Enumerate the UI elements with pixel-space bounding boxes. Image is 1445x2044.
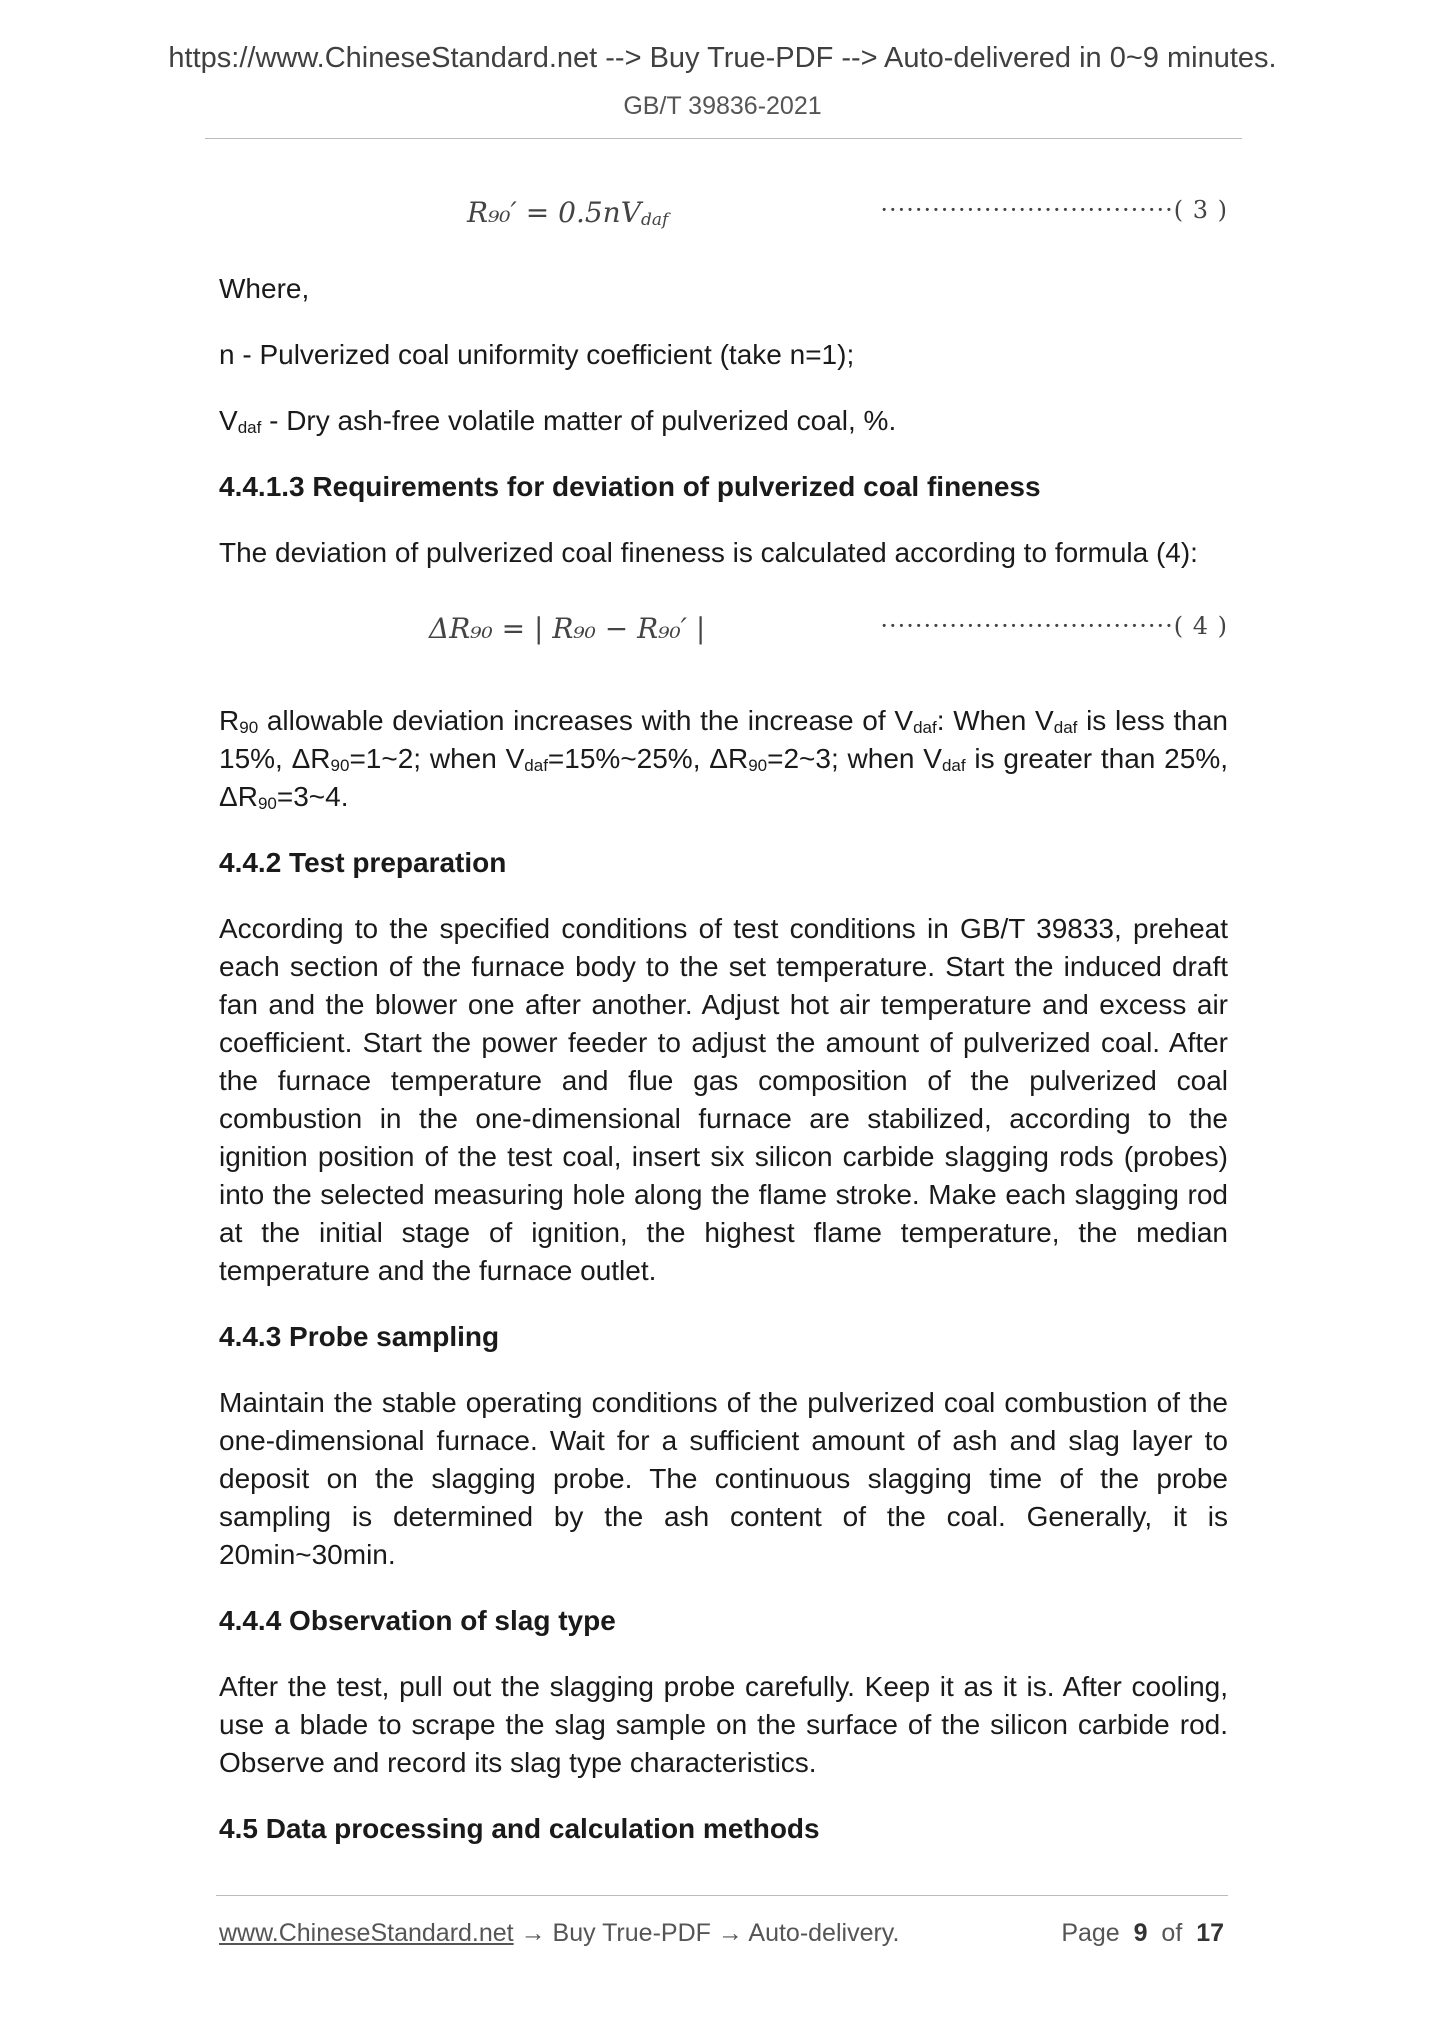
page-number: 9: [1133, 1919, 1148, 1947]
formula-3-expression: $R_{90}' = 0.5nV_{daf}$: [467, 196, 669, 230]
formula-3-number: ··································( 3 ): [880, 196, 1228, 224]
heading-4-4-1-3: 4.4.1.3 Requirements for deviation of pulverized coal fineness: [219, 471, 1041, 502]
test-preparation-text: According to the specified conditions of test conditions in GB/T 39833, preheat each section of the furnace body to the set temperature. Start the induced draft fan and the blower one after another. Adjust hot air temperature and excess air coefficient. Start the power feeder to adjust the amount of pulverized coal. After the furnace temperature and flue gas composition of the pulverized coal combustion in the one-dimensional furnace are stabilized, according to the ignition position of the test coal, insert six silicon carbide slagging rods (probes) into the selected measuring hole along the flame stroke. Make each slagging rod at the initial stage of ignition, the highest flame temperature, the median temperature and the furnace outlet.: [219, 913, 1228, 1286]
where-label: Where,: [219, 273, 310, 304]
header-banner: https://www.ChineseStandard.net --> Buy True-PDF --> Auto-delivered in 0~9 minutes.: [168, 42, 1277, 74]
formula-4-number: ··································( 4 ): [880, 612, 1228, 640]
document-id: GB/T 39836-2021: [623, 92, 822, 120]
page-total: 17: [1196, 1919, 1224, 1947]
footer-site-link[interactable]: www.ChineseStandard.net: [219, 1919, 514, 1947]
heading-4-4-4: 4.4.4 Observation of slag type: [219, 1605, 616, 1636]
formula-4-intro: The deviation of pulverized coal fineness is calculated according to formula (4):: [219, 537, 1198, 568]
heading-4-4-2: 4.4.2 Test preparation: [219, 847, 507, 878]
footer: [219, 1919, 1228, 1948]
probe-sampling-text: Maintain the stable operating conditions of the pulverized coal combustion of the one-dimensional furnace. Wait for a sufficient amount of ash and slag layer to deposit on the slagging probe. The continuous slagging time of the probe sampling is determined by the ash content of the coal. Generally, it is 20min~30min.: [219, 1387, 1228, 1570]
heading-4-4-3: 4.4.3 Probe sampling: [219, 1321, 500, 1352]
definition-vdaf: $V_{daf}$ - Dry ash-free volatile matter of pulverized coal, %.: [219, 405, 897, 437]
formula-3: [219, 188, 1228, 248]
slag-observation-text: After the test, pull out the slagging probe carefully. Keep it as it is. After cooling, use a blade to scrape the slag sample on the surface of the silicon carbide rod. Observe and record its slag type characteristics.: [219, 1671, 1228, 1778]
footer-tagline: → Buy True-PDF → Auto-delivery.: [513, 1919, 900, 1947]
header-divider: [205, 138, 1242, 139]
heading-4-5: 4.5 Data processing and calculation methods: [219, 1813, 820, 1844]
page-indicator: Page 9 of 17: [1061, 1919, 1224, 1947]
deviation-paragraph: $R_{90}$ allowable deviation increases with the increase of $V_{daf}$: When $V_{daf}$ is less than 15%, $\Delta R_{90}=1\sim 2$; when $V_{daf}=15\%\sim 25\%$, $\Delta R_{90}=2\sim 3$; when $V_{daf}$ is greater than 25%, $\Delta R_{90}=3\sim 4$.: [219, 705, 1229, 813]
formula-4: [219, 612, 1228, 664]
definition-n: n - Pulverized coal uniformity coefficient (take n=1);: [219, 339, 855, 370]
formula-4-expression: ΔR₉₀ = | R₉₀ − R₉₀′ |: [429, 612, 706, 645]
document-body: [219, 270, 1228, 1848]
footer-divider: [216, 1895, 1228, 1896]
